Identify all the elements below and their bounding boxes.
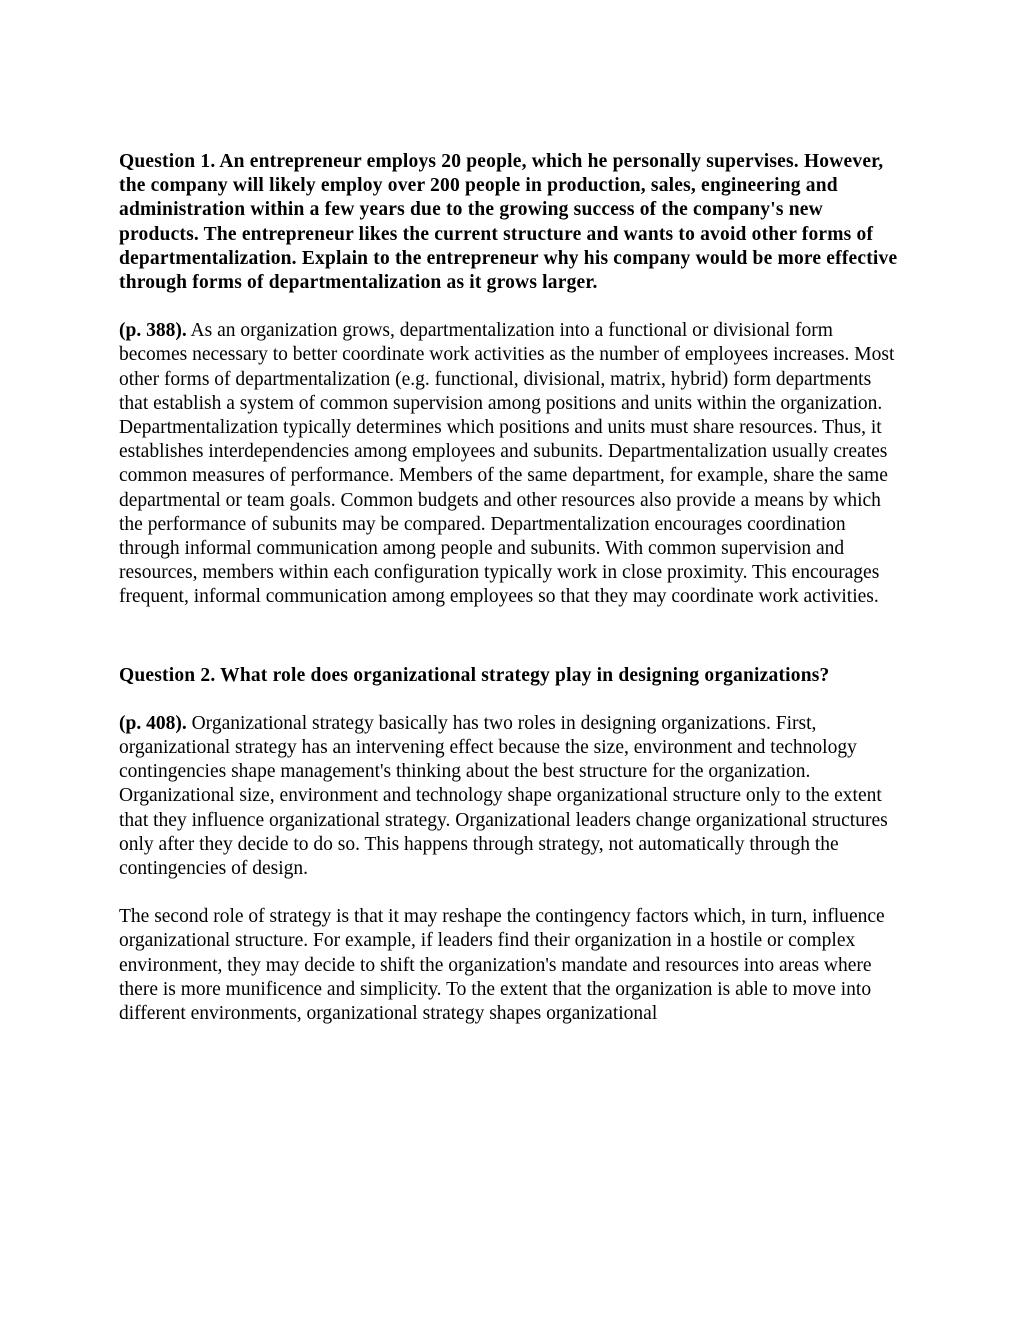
question-1-answer-text: As an organization grows, departmentalization into a functional or divisional form becomes necessary to better coordinate work activities as the number of employees increases. Most other forms of departmentalization (e.g. functional, divisional, matrix, hybrid) form departments that establish a system of common supervision among positions and units within the organization. Departmentalization typically determines which positions and units must share resources. Thus, it establishes interdependencies among employees and subunits. Departmentalization usually creates common measures of performance. Members of the same department, for example, share the same departmental or team goals. Common budgets and other resources also provide a means by which the performance of subunits may be compared. Departmentalization encourages coordination through informal communication among people and subunits. With common supervision and resources, members within each configuration typically work in close proximity. This encourages frequent, informal communication among employees so that they may coordinate work activities. — [119, 320, 895, 608]
question-2-answer-text: Organizational strategy basically has two roles in designing organizations. First, organizational strategy has an intervening effect because the size, environment and technology contingencies shape management's thinking about the best structure for the organization. Organizational size, environment and technology shape organizational structure only to the extent that they influence organizational strategy. Organizational leaders change organizational structures only after they decide to do so. This happens through strategy, not automatically through the contingencies of design. — [119, 712, 888, 880]
question-1-heading: Question 1. An entrepreneur employs 20 people, which he personally supervises. However, the company will likely employ over 200 people in production, sales, engineering and administration within a few years due to the growing success of the company's new products. The entrepreneur likes the current structure and wants to avoid other forms of departmentalization. Explain to the entrepreneur why his company would be more effective through forms of departmentalization as it grows larger. — [119, 151, 898, 294]
question-2-heading: Question 2. What role does organizational strategy play in designing organizations? — [119, 664, 830, 686]
question-1-answer-paragraph — [119, 319, 902, 609]
spacer-before-question-2 — [119, 610, 902, 664]
document-body — [119, 150, 902, 1026]
question-2-answer-paragraph — [119, 712, 902, 881]
spacer-between-question-2-paragraphs — [119, 881, 902, 905]
spacer-after-question-2-heading — [119, 688, 902, 712]
spacer-after-question-1-heading — [119, 295, 902, 319]
question-2-continuation-paragraph: The second role of strategy is that it may reshape the contingency factors which, in turn, influence organizational structure. For example, if leaders find their organization in a hostile or complex environment, they may decide to shift the organization's mandate and resources into areas where there is more munificence and simplicity. To the extent that the organization is able to move into different environments, organizational strategy shapes organizational — [119, 906, 885, 1025]
question-1-page-reference: (p. 388). — [119, 320, 187, 342]
question-2-page-reference: (p. 408). — [119, 712, 187, 734]
